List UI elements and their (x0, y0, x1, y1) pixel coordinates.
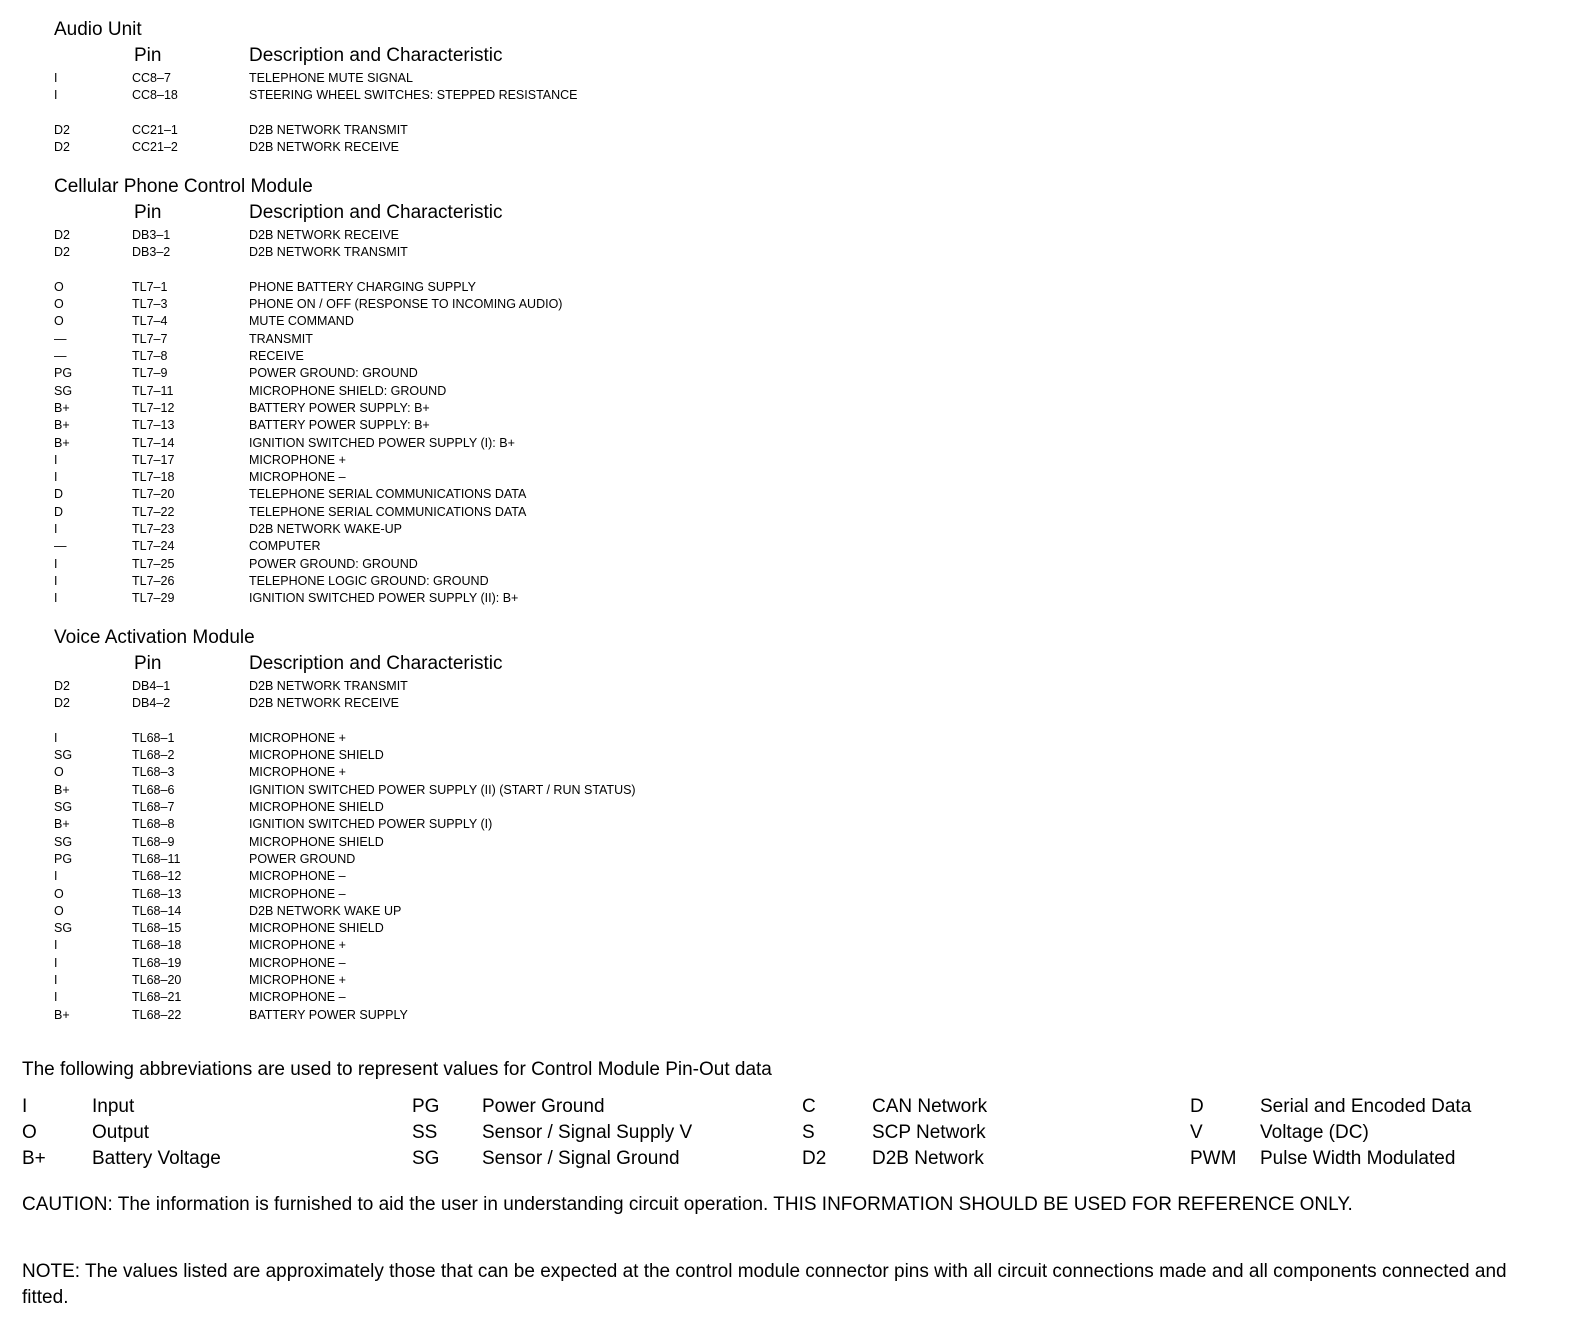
description-cell: D2B NETWORK WAKE UP (249, 903, 402, 918)
signal-type-cell: D2 (54, 122, 70, 137)
pin-cell: TL7–9 (132, 366, 168, 381)
table-row (54, 313, 954, 330)
table-row (54, 296, 954, 313)
table-row (54, 244, 954, 261)
pin-cell: TL7–8 (132, 349, 168, 364)
section-title: Cellular Phone Control Module (54, 176, 313, 197)
table-row (54, 955, 954, 972)
description-cell: D2B NETWORK TRANSMIT (249, 245, 408, 260)
column-header-row (54, 650, 954, 678)
abbreviation-code: SG (412, 1148, 440, 1169)
signal-type-cell: O (54, 765, 64, 780)
abbreviation-meaning: SCP Network (872, 1122, 986, 1143)
description-cell: MICROPHONE – (249, 470, 346, 485)
signal-type-cell: O (54, 314, 64, 329)
signal-type-cell: SG (54, 800, 73, 815)
abbreviation-meaning: Pulse Width Modulated (1260, 1148, 1456, 1169)
signal-type-cell: I (54, 938, 58, 953)
pin-cell: TL68–6 (132, 782, 175, 797)
pin-cell: TL68–19 (132, 955, 182, 970)
pin-cell: TL68–18 (132, 938, 182, 953)
description-cell: RECEIVE (249, 349, 304, 364)
signal-type-cell: I (54, 955, 58, 970)
signal-type-cell: I (54, 573, 58, 588)
note-text: NOTE: The values listed are approximately those that can be expected at the control module connector pins with all circuit connections made and all components connected and fitted. (22, 1261, 1507, 1308)
table-row (54, 886, 954, 903)
table-row (54, 348, 954, 365)
signal-type-cell: I (54, 88, 58, 103)
table-row (54, 989, 954, 1006)
pin-cell: TL68–1 (132, 730, 175, 745)
pin-table (54, 227, 954, 608)
table-row (54, 903, 954, 920)
abbreviation-code: B+ (22, 1148, 46, 1169)
table-row (54, 139, 954, 156)
signal-type-cell: SG (54, 383, 73, 398)
description-cell: D2B NETWORK RECEIVE (249, 140, 400, 155)
abbreviation-code: D (1190, 1096, 1204, 1117)
abbreviation-meaning: Voltage (DC) (1260, 1122, 1369, 1143)
pin-cell: TL68–14 (132, 903, 182, 918)
description-cell: MICROPHONE SHIELD (249, 748, 384, 763)
section-audio-unit (54, 18, 954, 156)
abbreviation-meaning: CAN Network (872, 1096, 988, 1117)
table-row (54, 920, 954, 937)
pin-cell: TL7–18 (132, 470, 175, 485)
description-cell: MICROPHONE SHIELD: GROUND (249, 383, 447, 398)
pin-cell: TL68–22 (132, 1007, 182, 1022)
table-row (54, 851, 954, 868)
description-cell: TELEPHONE LOGIC GROUND: GROUND (249, 573, 489, 588)
description-cell: BATTERY POWER SUPPLY: B+ (249, 418, 430, 433)
description-cell: TELEPHONE MUTE SIGNAL (249, 71, 413, 85)
description-cell: POWER GROUND (249, 851, 356, 866)
abbreviation-code: PWM (1190, 1148, 1237, 1169)
description-cell: IGNITION SWITCHED POWER SUPPLY (II): B+ (249, 591, 519, 606)
signal-type-cell: B+ (54, 400, 70, 415)
table-row (54, 122, 954, 139)
description-cell: POWER GROUND: GROUND (249, 556, 418, 571)
abbreviation-code: I (22, 1096, 28, 1117)
table-row (54, 279, 954, 296)
signal-type-cell: O (54, 279, 64, 294)
pin-cell: TL68–21 (132, 990, 182, 1005)
pin-cell: TL7–23 (132, 522, 175, 537)
description-cell: MICROPHONE SHIELD (249, 921, 384, 936)
abbreviation-meaning: Output (92, 1122, 150, 1143)
pin-cell: TL68–2 (132, 748, 175, 763)
pin-cell: CC8–18 (132, 88, 178, 103)
signal-type-cell: B+ (54, 418, 70, 433)
description-cell: D2B NETWORK RECEIVE (249, 696, 400, 711)
table-row (54, 469, 954, 486)
pin-cell: TL7–13 (132, 418, 175, 433)
table-row (54, 556, 954, 573)
table-row (54, 486, 954, 503)
description-cell: TELEPHONE SERIAL COMMUNICATIONS DATA (249, 504, 527, 519)
signal-type-cell: D (54, 487, 64, 502)
abbreviations-legend (22, 1094, 1562, 1178)
pin-cell: CC21–1 (132, 122, 178, 137)
signal-type-cell: O (54, 903, 64, 918)
description-cell: IGNITION SWITCHED POWER SUPPLY (II) (START / RUN STATUS) (249, 782, 636, 797)
pin-cell: TL68–20 (132, 973, 182, 988)
signal-type-cell: D (54, 504, 64, 519)
table-row (54, 678, 954, 695)
pin-cell: TL7–17 (132, 452, 175, 467)
signal-type-cell: — (54, 331, 67, 346)
description-cell: MICROPHONE + (249, 452, 346, 467)
description-cell: STEERING WHEEL SWITCHES: STEPPED RESISTANCE (249, 88, 578, 103)
pin-cell: TL68–9 (132, 834, 175, 849)
signal-type-cell: PG (54, 366, 73, 381)
description-cell: BATTERY POWER SUPPLY (249, 1007, 408, 1022)
table-row (54, 331, 954, 348)
pin-cell: CC8–7 (132, 71, 171, 85)
pin-cell: TL7–26 (132, 573, 175, 588)
table-row (54, 105, 954, 122)
signal-type-cell: SG (54, 921, 73, 936)
table-row (54, 262, 954, 279)
section-cellular-phone-control-module (54, 175, 954, 608)
table-row (54, 435, 954, 452)
abbreviation-meaning: Battery Voltage (92, 1148, 221, 1169)
pin-cell: DB4–2 (132, 696, 171, 711)
pin-table (54, 678, 954, 1024)
abbreviation-code: SS (412, 1122, 438, 1143)
description-cell: MICROPHONE – (249, 990, 346, 1005)
pin-cell: TL7–3 (132, 297, 168, 312)
signal-type-cell: I (54, 990, 58, 1005)
abbreviation-meaning: Input (92, 1096, 135, 1117)
table-row (54, 816, 954, 833)
pin-cell: TL7–11 (132, 383, 174, 398)
description-cell: MICROPHONE SHIELD (249, 834, 384, 849)
abbreviation-meaning: D2B Network (872, 1148, 984, 1169)
pin-cell: TL7–22 (132, 504, 175, 519)
table-row (54, 834, 954, 851)
signal-type-cell: I (54, 973, 58, 988)
pin-column-header: Pin (134, 45, 162, 66)
signal-type-cell: I (54, 869, 58, 884)
pin-cell: TL68–8 (132, 817, 175, 832)
signal-type-cell: I (54, 522, 58, 537)
table-row (54, 764, 954, 781)
table-row (54, 87, 954, 104)
signal-type-cell: D2 (54, 679, 70, 693)
signal-type-cell: I (54, 730, 58, 745)
table-row (54, 937, 954, 954)
table-row (54, 70, 954, 87)
signal-type-cell: O (54, 886, 64, 901)
table-row (54, 538, 954, 555)
signal-type-cell: B+ (54, 782, 70, 797)
abbreviation-meaning: Sensor / Signal Supply V (482, 1122, 693, 1143)
description-column-header: Description and Characteristic (249, 202, 503, 223)
pin-cell: TL7–4 (132, 314, 168, 329)
table-row (54, 799, 954, 816)
signal-type-cell: I (54, 556, 58, 571)
signal-type-cell: SG (54, 748, 73, 763)
column-header-row (54, 199, 954, 227)
pin-cell: TL68–15 (132, 921, 182, 936)
table-row (54, 400, 954, 417)
pin-column-header: Pin (134, 202, 162, 223)
description-cell: MICROPHONE + (249, 938, 346, 953)
pin-cell: TL68–3 (132, 765, 175, 780)
description-cell: PHONE BATTERY CHARGING SUPPLY (249, 279, 476, 294)
description-cell: PHONE ON / OFF (RESPONSE TO INCOMING AUDIO) (249, 297, 563, 312)
description-cell: COMPUTER (249, 539, 321, 554)
description-column-header: Description and Characteristic (249, 653, 503, 674)
pin-cell: DB3–2 (132, 245, 171, 260)
description-cell: MICROPHONE – (249, 886, 346, 901)
signal-type-cell: SG (54, 834, 73, 849)
description-cell: D2B NETWORK TRANSMIT (249, 122, 408, 137)
pin-cell: CC21–2 (132, 140, 178, 155)
description-cell: BATTERY POWER SUPPLY: B+ (249, 400, 430, 415)
signal-type-cell: D2 (54, 228, 70, 242)
section-title: Audio Unit (54, 19, 142, 40)
table-row (54, 713, 954, 730)
description-cell: IGNITION SWITCHED POWER SUPPLY (I): B+ (249, 435, 515, 450)
pin-cell: TL7–1 (132, 279, 168, 294)
signal-type-cell: PG (54, 851, 73, 866)
pin-cell: TL7–14 (132, 435, 175, 450)
description-cell: MICROPHONE + (249, 973, 346, 988)
pin-cell: TL7–25 (132, 556, 175, 571)
signal-type-cell: D2 (54, 140, 70, 155)
column-header-row (54, 42, 954, 70)
description-cell: D2B NETWORK TRANSMIT (249, 679, 408, 693)
abbreviation-code: V (1190, 1122, 1203, 1143)
description-cell: POWER GROUND: GROUND (249, 366, 418, 381)
abbreviation-meaning: Serial and Encoded Data (1260, 1096, 1472, 1117)
pin-cell: TL68–11 (132, 851, 181, 866)
pin-column-header: Pin (134, 653, 162, 674)
description-cell: MUTE COMMAND (249, 314, 354, 329)
table-row (54, 365, 954, 382)
pin-cell: TL7–7 (132, 331, 168, 346)
table-row (54, 504, 954, 521)
table-row (54, 590, 954, 607)
abbreviation-code: D2 (802, 1148, 827, 1169)
signal-type-cell: B+ (54, 817, 70, 832)
signal-type-cell: I (54, 591, 58, 606)
table-row (54, 1007, 954, 1024)
signal-type-cell: D2 (54, 696, 70, 711)
abbreviation-meaning: Sensor / Signal Ground (482, 1148, 680, 1169)
abbreviation-code: S (802, 1122, 815, 1143)
signal-type-cell: I (54, 470, 58, 485)
pin-cell: DB3–1 (132, 228, 171, 242)
table-row (54, 521, 954, 538)
signal-type-cell: I (54, 452, 58, 467)
abbreviation-code: O (22, 1122, 37, 1143)
caution-text: CAUTION: The information is furnished to aid the user in understanding circuit operation. THIS INFORMATION SHOULD BE USED FOR REFERENCE ONLY. (22, 1194, 1353, 1215)
table-row (54, 747, 954, 764)
pin-cell: TL68–7 (132, 800, 175, 815)
pin-cell: TL68–13 (132, 886, 182, 901)
pin-cell: TL68–12 (132, 869, 182, 884)
abbreviation-meaning: Power Ground (482, 1096, 605, 1117)
table-row (54, 782, 954, 799)
pin-cell: TL7–20 (132, 487, 175, 502)
description-cell: TRANSMIT (249, 331, 313, 346)
table-row (54, 695, 954, 712)
description-column-header: Description and Characteristic (249, 45, 503, 66)
section-voice-activation-module (54, 626, 954, 1024)
signal-type-cell: D2 (54, 245, 70, 260)
pin-cell: DB4–1 (132, 679, 171, 693)
description-cell: D2B NETWORK RECEIVE (249, 228, 400, 242)
table-row (54, 417, 954, 434)
table-row (54, 452, 954, 469)
pin-table (54, 70, 954, 156)
signal-type-cell: — (54, 539, 67, 554)
signal-type-cell: B+ (54, 435, 70, 450)
description-cell: MICROPHONE + (249, 730, 346, 745)
table-row (54, 730, 954, 747)
table-row (54, 573, 954, 590)
description-cell: MICROPHONE SHIELD (249, 800, 384, 815)
description-cell: IGNITION SWITCHED POWER SUPPLY (I) (249, 817, 493, 832)
abbreviations-intro: The following abbreviations are used to represent values for Control Module Pin-Out data (22, 1059, 772, 1080)
signal-type-cell: I (54, 71, 58, 85)
table-row (54, 972, 954, 989)
signal-type-cell: O (54, 297, 64, 312)
description-cell: TELEPHONE SERIAL COMMUNICATIONS DATA (249, 487, 527, 502)
description-cell: MICROPHONE + (249, 765, 346, 780)
signal-type-cell: — (54, 349, 67, 364)
description-cell: MICROPHONE – (249, 955, 346, 970)
table-row (54, 868, 954, 885)
abbreviation-code: PG (412, 1096, 440, 1117)
description-cell: MICROPHONE – (249, 869, 346, 884)
abbreviation-code: C (802, 1096, 816, 1117)
pin-cell: TL7–29 (132, 591, 175, 606)
pin-cell: TL7–12 (132, 400, 175, 415)
table-row (54, 227, 954, 244)
section-title: Voice Activation Module (54, 627, 255, 648)
table-row (54, 383, 954, 400)
pin-cell: TL7–24 (132, 539, 175, 554)
description-cell: D2B NETWORK WAKE-UP (249, 522, 403, 537)
signal-type-cell: B+ (54, 1007, 70, 1022)
